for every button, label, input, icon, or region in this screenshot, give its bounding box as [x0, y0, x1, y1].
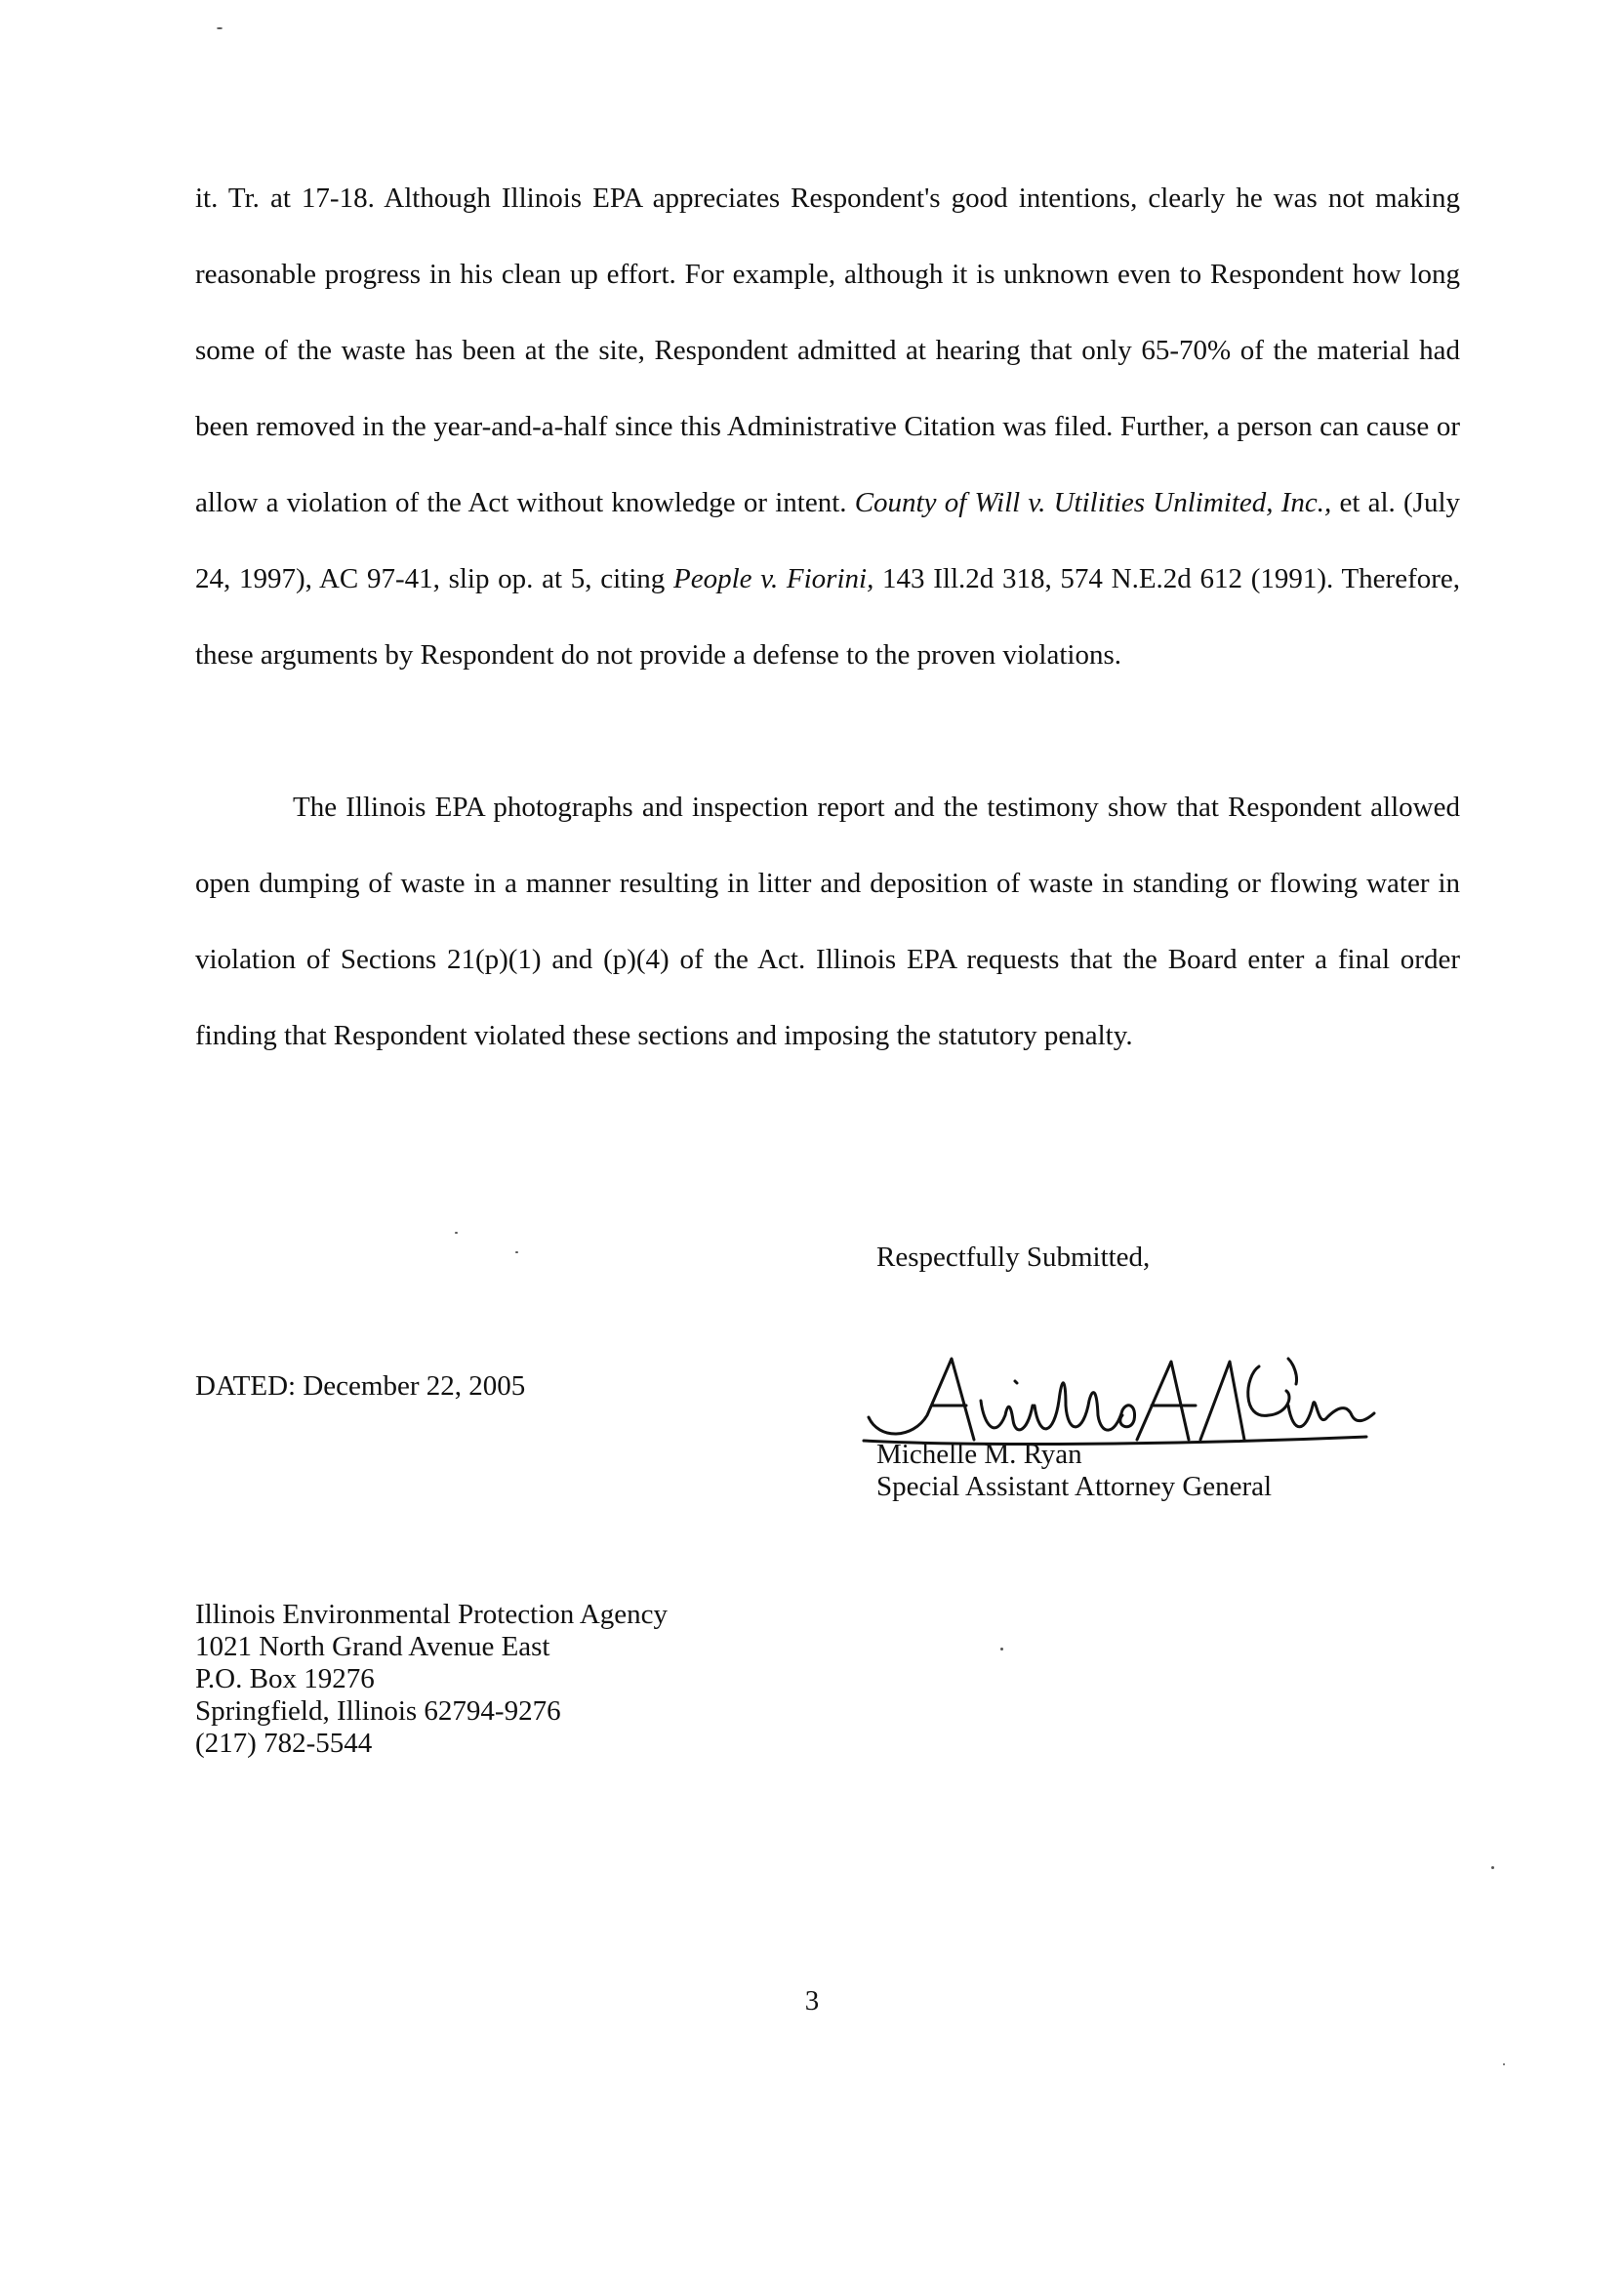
signer-title: Special Assistant Attorney General	[876, 1471, 1273, 1502]
scan-speck	[1000, 1648, 1003, 1650]
respectfully-submitted: Respectfully Submitted,	[876, 1242, 1151, 1273]
agency-po-box: P.O. Box 19276	[195, 1663, 375, 1694]
scan-speck	[217, 27, 223, 29]
paragraph-2-text: The Illinois EPA photographs and inspection report and the testimony show that Respondent allowed open dumping of waste in a manner resulting in litter and deposition of waste in standing or flowing water in violation of Sections 21(p)(1) and (p)(4) of the Act. Illinois EPA requests that the Board enter a final order finding that Respondent violated these sections and imposing the statutory penalty.	[195, 792, 1460, 1051]
paragraph-1-text: it. Tr. at 17-18. Although Illinois EPA appreciates Respondent's good intentions, clearly he was not making reasonable progress in his clean up effort. For example, although it is unknown even to Respondent how long some of the waste has been at the site, Respondent admitted at hearing that only 65-70% of the material had been removed in the year-and-a-half since this Administrative Citation was filed. Further, a person can cause or allow a violation of the Act without knowledge or intent.	[195, 183, 1460, 518]
signer-name: Michelle M. Ryan	[876, 1439, 1082, 1470]
scan-speck	[515, 1251, 518, 1253]
agency-name: Illinois Environmental Protection Agency	[195, 1599, 669, 1630]
case-citation-people-v-fiorini: People v. Fiorini,	[673, 563, 874, 594]
page-number: 3	[804, 1985, 820, 2017]
paragraph-1-citation-text: et al. (July 24, 1997), AC 97-41, slip op. at 5, citing	[195, 487, 1461, 594]
scan-speck	[1503, 2063, 1505, 2065]
scan-speck	[455, 1232, 458, 1234]
agency-city: Springfield, Illinois 62794-9276	[195, 1695, 561, 1727]
agency-address	[195, 1599, 668, 1760]
paragraph-1-conclusion: 143 Ill.2d 318, 574 N.E.2d 612 (1991). Therefore, these arguments by Respondent do not provide a defense to the proven violations.	[195, 563, 1461, 671]
signature-block	[876, 1439, 1272, 1503]
agency-street: 1021 North Grand Avenue East	[195, 1631, 550, 1662]
body-paragraph-1	[195, 160, 1460, 693]
agency-phone: (217) 782-5544	[195, 1728, 373, 1759]
scan-speck	[1491, 1866, 1494, 1869]
body-paragraph-2	[195, 769, 1460, 1074]
case-citation-county-of-will: County of Will v. Utilities Unlimited, Inc.,	[854, 487, 1332, 518]
dated-line: DATED: December 22, 2005	[195, 1370, 526, 1402]
